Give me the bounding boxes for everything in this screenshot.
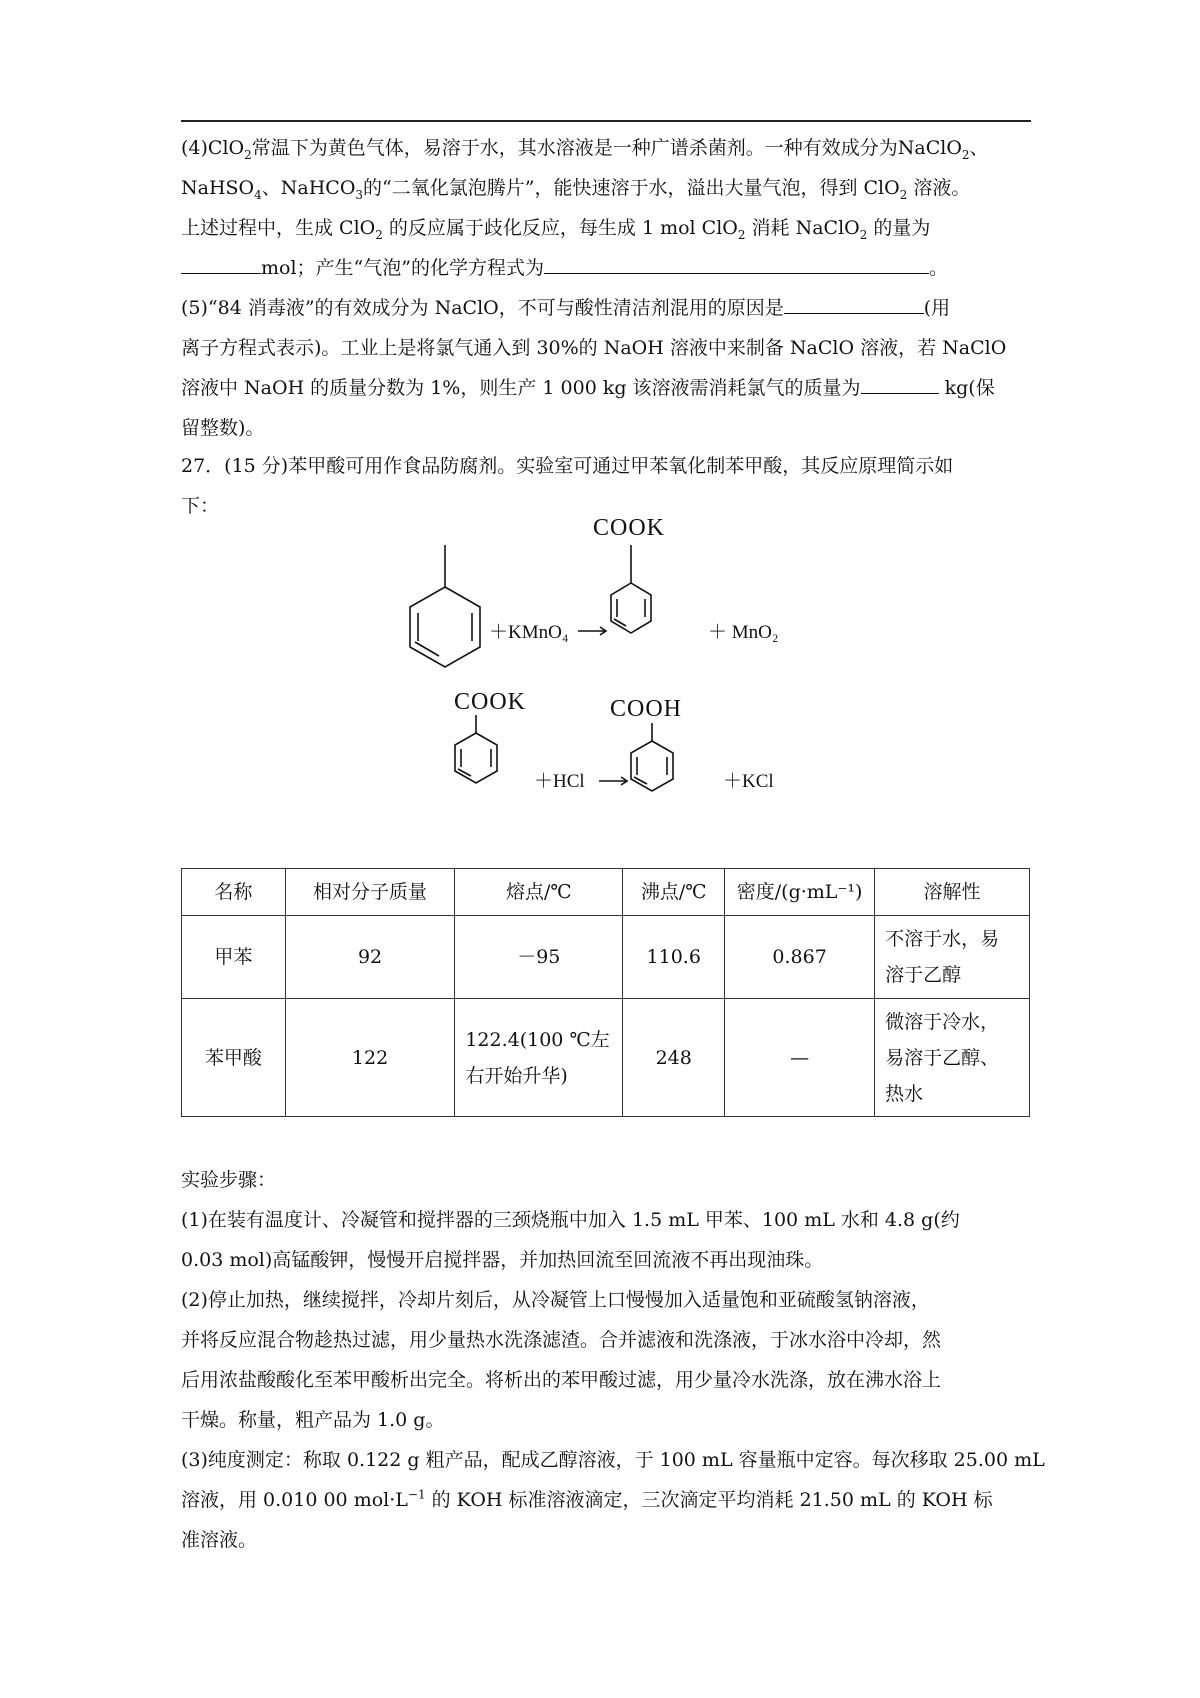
col-header-solubility: 溶解性 [875,869,1030,916]
cell-solubility: 不溶于水，易 溶于乙醇 [875,916,1030,999]
properties-table [181,868,1030,1117]
header-rule [181,120,1031,122]
col-header-melting-point: 熔点/℃ [455,869,623,916]
cell-boiling-point: 248 [623,999,725,1117]
step-3-line: 溶液，用 0.010 00 $mol\cdot L^{-1}$ 的 KOH 标准溶液滴定，三次滴定平均消耗 21.50 mL 的 KOH 标 [181,1487,993,1511]
experiment-steps [181,1160,1045,1560]
cell-molecular-mass: 122 [285,999,455,1117]
question-4 [181,128,1031,288]
cell-melting-point: 122.4(100 ℃左 右开始升华) [455,999,623,1117]
byproduct-mno2: ＋ MnO₂ [708,622,779,643]
col-header-density: 密度/(g·mL⁻¹) [725,869,875,916]
q4-line-2: NaHSO$_4$、NaHCO$_3$的“二氧化氯泡腾片”，能快速溶于水，溢出大量气泡，得到 ClO$_2$ 溶液。 [181,177,971,202]
q5-line-3: 溶液中 NaOH 的质量分数为 1%，则生产 1 000 kg 该溶液需消耗氯气的质量为 kg(保 [181,368,1031,408]
question-5 [181,288,1031,448]
step-3-line: 准溶液。 [181,1529,258,1551]
step-3-line: (3)纯度测定：称取 0.122 g 粗产品，配成乙醇溶液，于 100 mL 容量瓶中定容。每次移取 25.00 mL [181,1449,1045,1471]
cell-solubility: 微溶于冷水， 易溶于乙醇、 热水 [875,999,1030,1117]
step-1-line: (1)在装有温度计、冷凝管和搅拌器的三颈烧瓶中加入 1.5 mL 甲苯、100 mL 水和 4.8 g(约 [181,1209,960,1231]
step-2-line: (2)停止加热，继续搅拌，冷却片刻后，从冷凝管上口慢慢加入适量饱和亚硫酸氢钠溶液， [181,1289,930,1311]
q5-line-2: 离子方程式表示)。工业上是将氯气通入到 30%的 NaOH 溶液中来制备 NaClO 溶液，若 NaClO [181,337,1007,359]
answer-blank-chlorine-mass[interactable] [861,369,939,394]
q5-line-1: (5)“84 消毒液”的有效成分为 NaClO，不可与酸性清洁剂混用的原因是 (用 [181,288,1031,328]
benzoic-acid-structure [631,723,673,791]
answer-blank-mol[interactable] [181,249,261,274]
step-2-line: 干燥。称量，粗产品为 1.0 g。 [181,1409,445,1431]
q5-line-4: 留整数)。 [181,417,265,439]
potassium-benzoate-reactant-structure [455,715,497,783]
q4-line-4: mol；产生“气泡”的化学方程式为 。 [181,248,1031,288]
cell-density: — [725,999,875,1117]
answer-blank-ionic-equation[interactable] [784,289,924,314]
reaction-arrow-2 [599,777,627,785]
step-2-line: 后用浓盐酸酸化至苯甲酸析出完全。将析出的苯甲酸过滤，用少量冷水洗涤，放在沸水浴上 [181,1369,942,1391]
cell-melting-point: －95 [455,916,623,999]
q27-line-1: 27．(15 分)苯甲酸可用作食品防腐剂。实验室可通过甲苯氧化制苯甲酸，其反应原理简示如 [181,455,954,477]
potassium-benzoate-structure [611,545,651,633]
reagent-hcl: ＋HCl [534,771,585,792]
potassium-benzoate-reactant-label: COOK [454,689,527,715]
cell-molecular-mass: 92 [285,916,455,999]
answer-blank-equation[interactable] [544,249,929,274]
col-header-molecular-mass: 相对分子质量 [285,869,455,916]
q27-line-2: 下： [181,495,220,517]
q4-line-3: 上述过程中，生成 ClO$_2$ 的反应属于歧化反应，每生成 1 mol ClO$_2$ 消耗 NaClO$_2$ 的量为 [181,217,931,242]
step-2-line: 并将反应混合物趁热过滤，用少量热水洗涤滤渣。合并滤液和洗涤液，于冰水浴中冷却，然 [181,1329,942,1351]
step-1-line: 0.03 mol)高锰酸钾，慢慢开启搅拌器，并加热回流至回流液不再出现油珠。 [181,1249,824,1271]
byproduct-kcl: ＋KCl [723,771,774,792]
benzoic-acid-label: COOH [609,696,683,722]
steps-title: 实验步骤： [181,1169,277,1191]
toluene-structure [410,545,480,667]
table-row [182,916,1030,999]
cell-name: 苯甲酸 [182,999,286,1117]
q4-line-1: (4)ClO$_2$常温下为黄色气体，易溶于水，其水溶液是一种广谱杀菌剂。一种有效成分为NaClO$_2$、 [181,137,989,162]
cell-density: 0.867 [725,916,875,999]
reaction-scheme [181,513,1031,831]
col-header-boiling-point: 沸点/℃ [623,869,725,916]
reaction-arrow-1 [578,627,606,635]
table-row [182,999,1030,1117]
potassium-benzoate-label: COOK [592,515,666,541]
cell-boiling-point: 110.6 [623,916,725,999]
col-header-name: 名称 [182,869,286,916]
table-header-row [182,869,1030,916]
reagent-kmno4: ＋KMnO₄ [489,622,569,643]
cell-name: 甲苯 [182,916,286,999]
